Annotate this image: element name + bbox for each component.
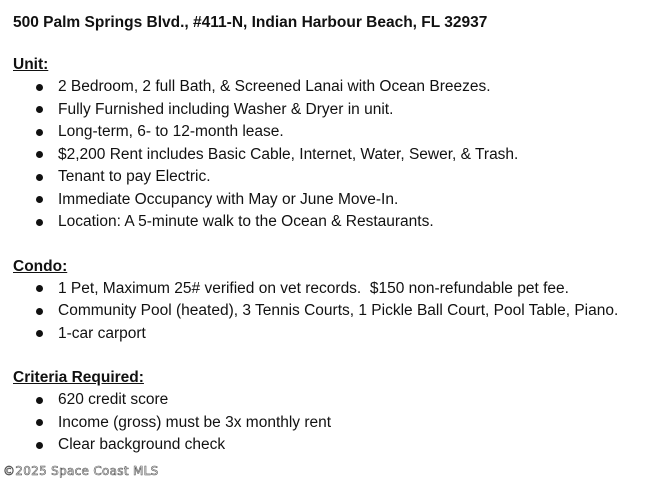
bullet-icon — [36, 308, 43, 315]
listing-document — [13, 12, 643, 479]
condo-bullet-item — [13, 278, 643, 301]
unit-bullet-item — [13, 121, 643, 144]
condo-section — [13, 256, 643, 346]
bullet-text: $2,200 Rent includes Basic Cable, Internet, Water, Sewer, & Trash. — [58, 145, 519, 163]
unit-heading: Unit: — [13, 56, 49, 73]
bullet-icon — [36, 129, 43, 136]
criteria-bullet-item — [13, 389, 643, 412]
unit-bullet-item — [13, 99, 643, 122]
unit-section — [13, 54, 643, 234]
condo-bullet-list — [13, 278, 643, 346]
copyright-watermark: ©2025 Space Coast MLS — [3, 464, 159, 478]
bullet-icon — [36, 285, 43, 292]
condo-bullet-item — [13, 323, 643, 346]
unit-bullet-list — [13, 76, 643, 234]
bullet-text: 1-car carport — [58, 324, 146, 342]
bullet-icon — [36, 419, 43, 426]
unit-bullet-item — [13, 76, 643, 99]
criteria-bullet-item — [13, 412, 643, 435]
criteria-bullet-item — [13, 434, 643, 457]
bullet-icon — [36, 151, 43, 158]
bullet-icon — [36, 106, 43, 113]
bullet-text: Fully Furnished including Washer & Dryer in unit. — [58, 100, 394, 118]
bullet-icon — [36, 196, 43, 203]
bullet-text: 620 credit score — [58, 391, 169, 408]
unit-bullet-item — [13, 166, 643, 189]
condo-bullet-item — [13, 300, 643, 323]
unit-bullet-item — [13, 211, 643, 234]
condo-heading: Condo: — [13, 257, 68, 275]
bullet-text: 2 Bedroom, 2 full Bath, & Screened Lanai with Ocean Breezes. — [58, 78, 491, 95]
bullet-text: Immediate Occupancy with May or June Move-In. — [58, 190, 399, 208]
bullet-icon — [36, 330, 43, 337]
bullet-text: Tenant to pay Electric. — [58, 168, 211, 185]
criteria-section — [13, 367, 643, 457]
property-address: 500 Palm Springs Blvd., #411-N, Indian Harbour Beach, FL 32937 — [13, 14, 488, 31]
bullet-icon — [36, 442, 43, 449]
bullet-text: Clear background check — [58, 436, 226, 453]
bullet-text: 1 Pet, Maximum 25# verified on vet records. $150 non-refundable pet fee. — [58, 279, 569, 297]
bullet-icon — [36, 174, 43, 181]
bullet-text: Long-term, 6- to 12-month lease. — [58, 123, 284, 140]
bullet-text: Location: A 5-minute walk to the Ocean & Restaurants. — [58, 213, 434, 230]
bullet-icon — [36, 219, 43, 226]
bullet-icon — [36, 84, 43, 91]
bullet-text: Income (gross) must be 3x monthly rent — [58, 413, 332, 431]
unit-bullet-item — [13, 144, 643, 167]
bullet-text: Community Pool (heated), 3 Tennis Courts, 1 Pickle Ball Court, Pool Table, Piano. — [58, 302, 619, 319]
bullet-icon — [36, 397, 43, 404]
unit-bullet-item — [13, 189, 643, 212]
criteria-bullet-list — [13, 389, 643, 457]
criteria-heading: Criteria Required: — [13, 369, 144, 386]
